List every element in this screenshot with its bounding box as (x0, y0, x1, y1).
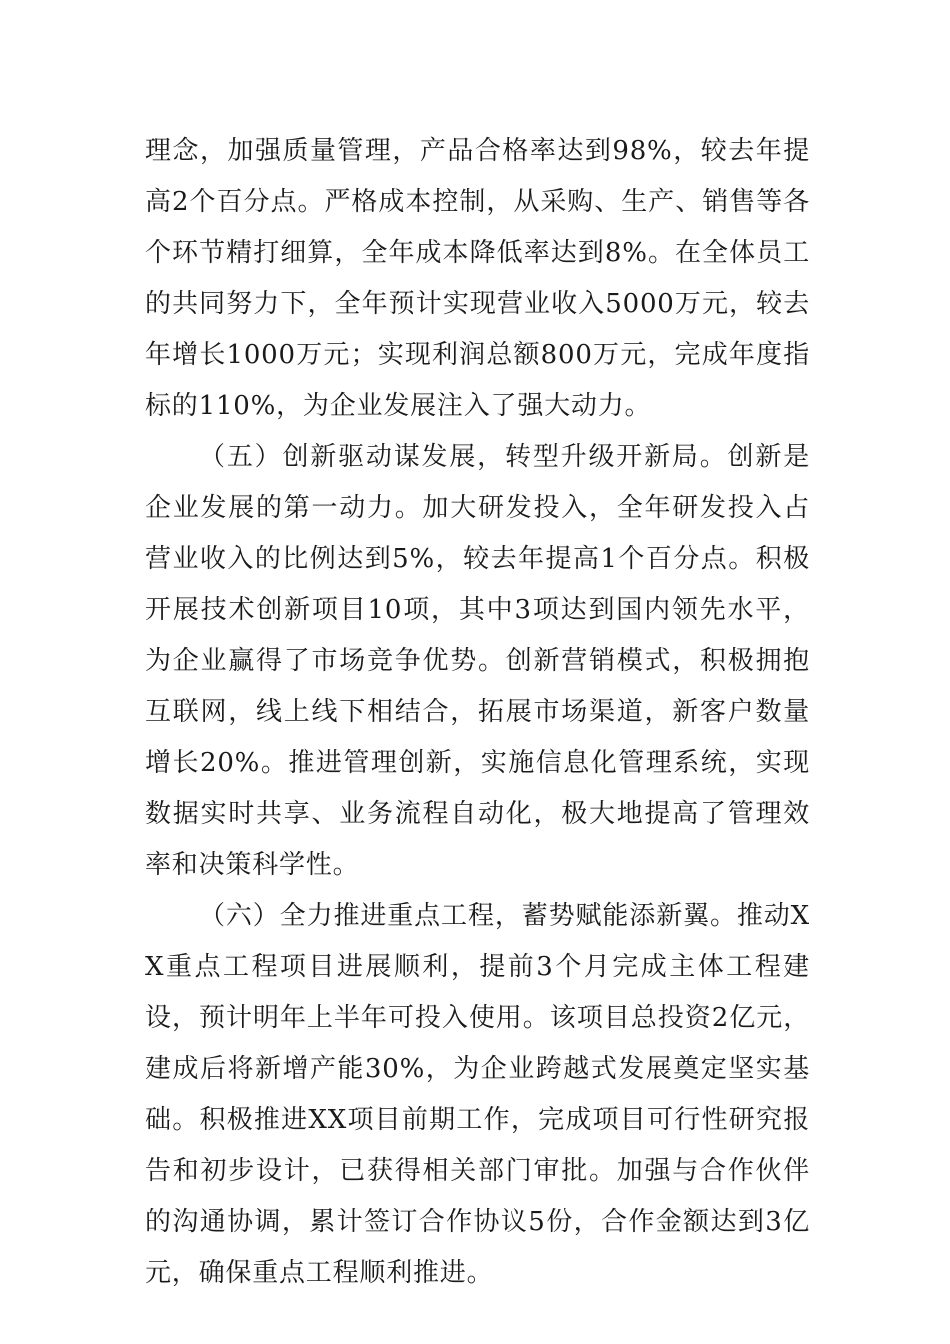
document-body (145, 126, 810, 1299)
paragraph-section-five: （五）创新驱动谋发展，转型升级开新局。创新是企业发展的第一动力。加大研发投入，全年研发投入占营业收入的比例达到5%，较去年提高1个百分点。积极开展技术创新项目10项，其中3项达到国内领先水平，为企业赢得了市场竞争优势。创新营销模式，积极拥抱互联网，线上线下相结合，拓展市场渠道，新客户数量增长20%。推进管理创新，实施信息化管理系统，实现数据实时共享、业务流程自动化，极大地提高了管理效率和决策科学性。 (145, 442, 810, 880)
paragraph-continuation: 理念，加强质量管理，产品合格率达到98%，较去年提高2个百分点。严格成本控制，从采购、生产、销售等各个环节精打细算，全年成本降低率达到8%。在全体员工的共同努力下，全年预计实现营业收入5000万元，较去年增长1000万元；实现利润总额800万元，完成年度指标的110%，为企业发展注入了强大动力。 (145, 136, 810, 421)
paragraph-section-six: （六）全力推进重点工程，蓄势赋能添新翼。推动XX重点工程项目进展顺利，提前3个月完成主体工程建设，预计明年上半年可投入使用。该项目总投资2亿元，建成后将新增产能30%，为企业跨越式发展奠定坚实基础。积极推进XX项目前期工作，完成项目可行性研究报告和初步设计，已获得相关部门审批。加强与合作伙伴的沟通协调，累计签订合作协议5份，合作金额达到3亿元，确保重点工程顺利推进。 (145, 901, 810, 1288)
